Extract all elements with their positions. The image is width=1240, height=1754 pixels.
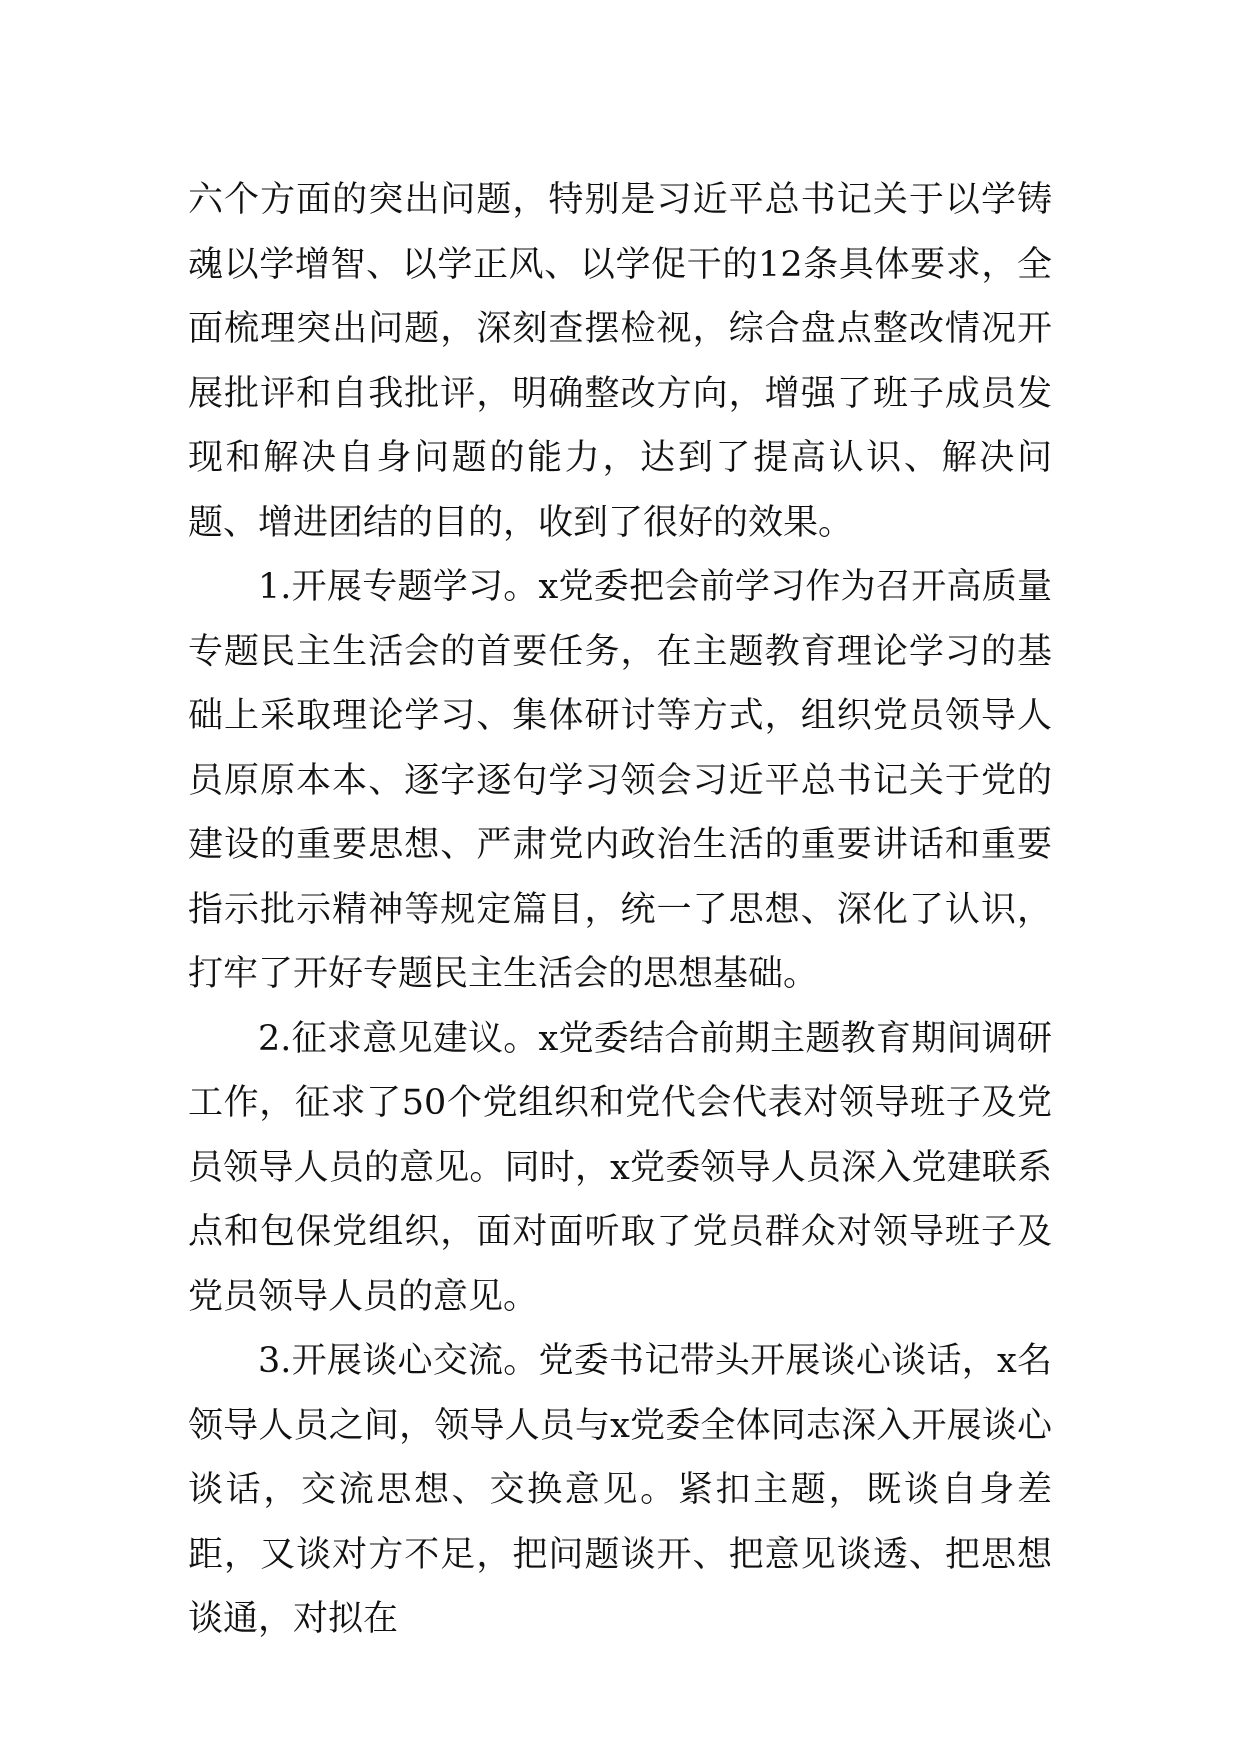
document-body (188, 168, 1052, 1652)
paragraph-continuation: 六个方面的突出问题，特别是习近平总书记关于以学铸魂以学增智、以学正风、以学促干的12条具体要求，全面梳理突出问题，深刻查摆检视，综合盘点整改情况开展批评和自我批评，明确整改方向，增强了班子成员发现和解决自身问题的能力，达到了提高认识、解决问题、增进团结的目的，收到了很好的效果。 (188, 180, 1052, 543)
paragraph-special-study: 1.开展专题学习。x党委把会前学习作为召开高质量专题民主生活会的首要任务，在主题教育理论学习的基础上采取理论学习、集体研讨等方式，组织党员领导人员原原本本、逐字逐句学习领会习近平总书记关于党的建设的重要思想、严肃党内政治生活的重要讲话和重要指示批示精神等规定篇目，统一了思想、深化了认识，打牢了开好专题民主生活会的思想基础。 (188, 567, 1052, 994)
paragraph-solicit-opinions: 2.征求意见建议。x党委结合前期主题教育期间调研工作，征求了50个党组织和党代会代表对领导班子及党员领导人员的意见。同时，x党委领导人员深入党建联系点和包保党组织，面对面听取了党员群众对领导班子及党员领导人员的意见。 (188, 1018, 1052, 1317)
paragraph-heart-to-heart-talks: 3.开展谈心交流。党委书记带头开展谈心谈话，x名领导人员之间，领导人员与x党委全体同志深入开展谈心谈话，交流思想、交换意见。紧扣主题，既谈自身差距，又谈对方不足，把问题谈开、把意见谈透、把思想谈通，对拟在 (188, 1341, 1052, 1639)
